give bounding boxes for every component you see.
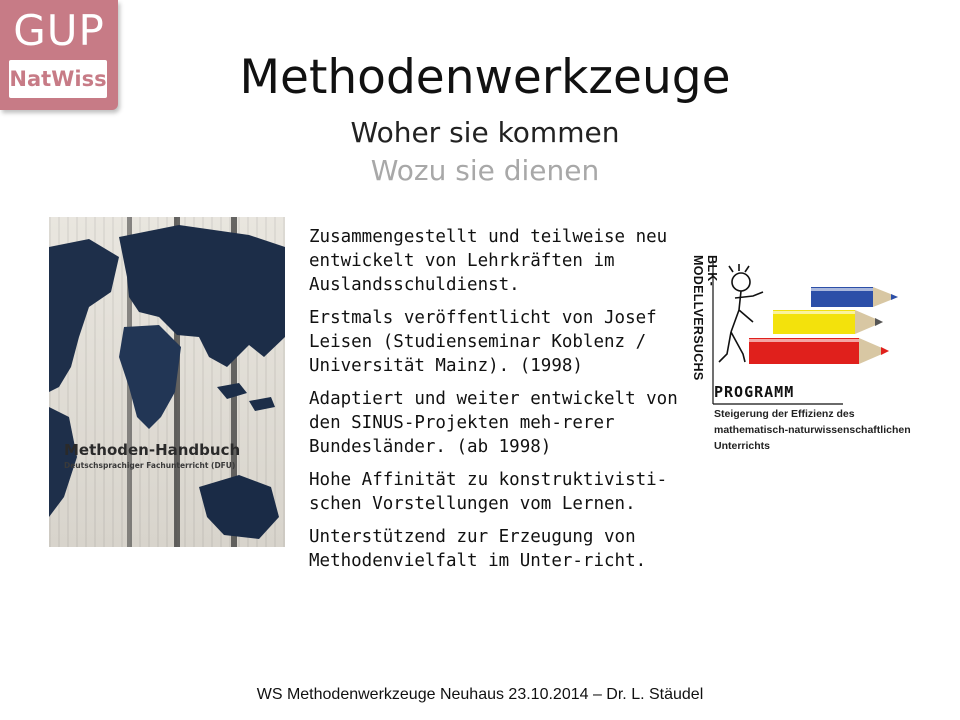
logo-text-gup: GUP	[13, 6, 105, 55]
logo-text-natwiss: NatWiss	[9, 67, 107, 91]
list-item: Adaptiert und weiter entwickelt von den SINUS-Projekten meh-rerer Bundesländer. (ab 1998)	[309, 389, 678, 457]
red-pencil-icon	[749, 338, 889, 364]
list-item: Zusammengestellt und teilweise neu entwickelt von Lehrkräften im Auslandsschuldienst.	[309, 227, 668, 295]
list-item: Erstmals veröffentlicht von Josef Leisen (Studienseminar Koblenz / Universität Mainz). (1998)	[309, 308, 657, 376]
blk-line-1: Steigerung der Effizienz des	[714, 408, 855, 420]
yellow-pencil-icon	[773, 310, 883, 334]
book-subtitle: Deutschsprachiger Fachunterricht (DFU)	[64, 461, 236, 470]
slide-subtitle-1: Woher sie kommen	[350, 116, 620, 149]
content-list	[309, 225, 679, 582]
blk-line-2: mathematisch-naturwissenschaftlichen	[714, 424, 911, 436]
blk-line-3: Unterrichts	[714, 440, 771, 452]
blk-vertical-label: BLK-MODELLVERSUCHS	[691, 255, 719, 381]
slide-subtitle-2: Wozu sie dienen	[370, 154, 600, 187]
book-title: Methoden-Handbuch	[64, 441, 241, 459]
list-item: Unterstützend zur Erzeugung von Methodenvielfalt im Unter-richt.	[309, 527, 647, 571]
footer-text: WS Methodenwerkzeuge Neuhaus 23.10.2014 – Dr. L. Stäudel	[256, 686, 704, 703]
world-map-icon	[49, 217, 285, 547]
slide-title: Methodenwerkzeuge	[239, 50, 731, 105]
list-item: Hohe Affinität zu konstruktivisti-schen Vorstellungen vom Lernen.	[309, 470, 668, 514]
blk-program-label: PROGRAMM	[714, 383, 795, 401]
blue-pencil-icon	[811, 287, 898, 307]
book-cover-image	[49, 217, 285, 547]
